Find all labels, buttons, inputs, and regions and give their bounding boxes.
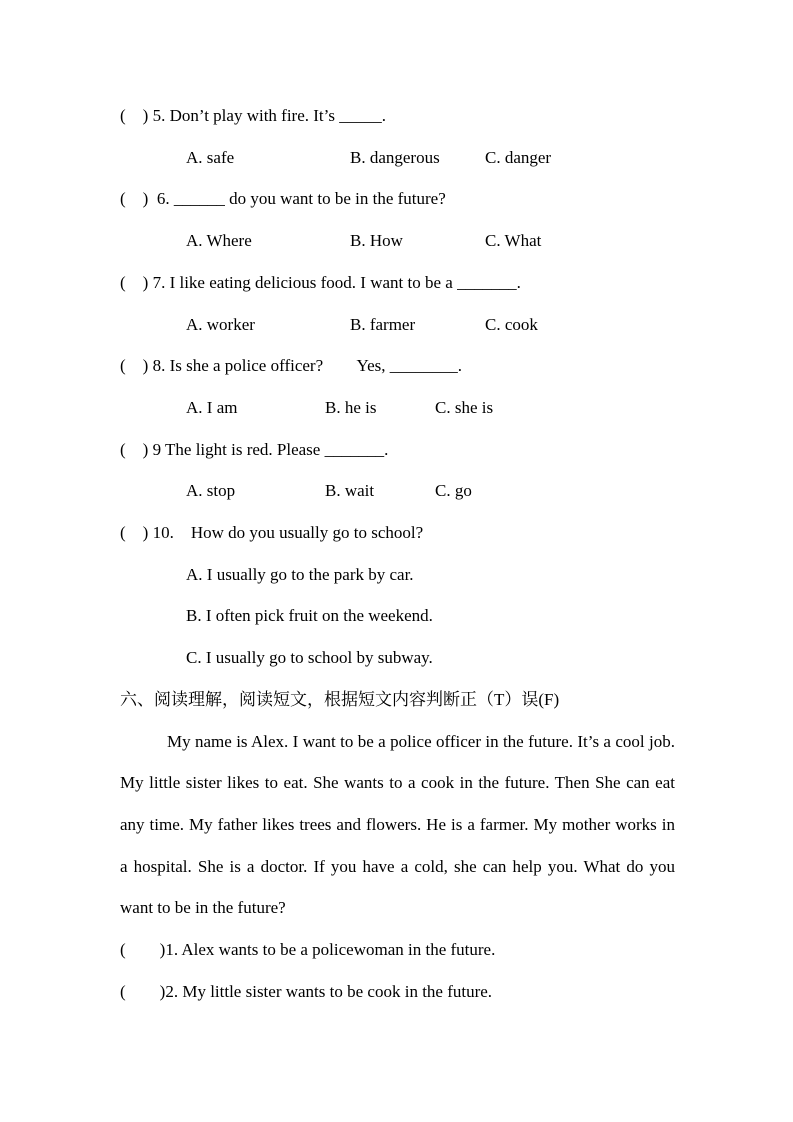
option-a: A. I usually go to the park by car. xyxy=(186,564,414,584)
tf-line xyxy=(120,929,675,971)
answer-bracket: ( ) xyxy=(120,356,153,376)
question-text: 8. Is she a police officer? Yes, ________. xyxy=(152,356,462,376)
option-a: A. I am xyxy=(186,397,238,417)
option-c: C. I usually go to school by subway. xyxy=(186,648,433,668)
option-a: A. worker xyxy=(186,314,255,334)
option-a: A. safe xyxy=(186,147,235,167)
true-false-item-2 xyxy=(120,971,675,1013)
option-a: A. stop xyxy=(186,481,236,501)
tf-line xyxy=(120,971,675,1013)
question-9 xyxy=(120,429,675,512)
question-stem-line xyxy=(120,178,675,220)
options-row xyxy=(120,470,675,512)
option-c: C. What xyxy=(485,231,542,251)
answer-bracket: ( ) xyxy=(120,189,153,209)
option-b: B. wait xyxy=(325,481,375,501)
question-stem-line xyxy=(120,429,675,471)
question-6 xyxy=(120,178,675,261)
question-text: 7. I like eating delicious food. I want to be a _______. xyxy=(152,272,521,292)
tf-statement: 1. Alex wants to be a policewoman in the future. xyxy=(165,940,496,960)
options-row xyxy=(120,220,675,262)
option-b: B. he is xyxy=(325,397,377,417)
option-b: B. dangerous xyxy=(350,147,440,167)
question-stem-line xyxy=(120,95,675,137)
answer-bracket: ( ) xyxy=(120,272,153,292)
options-row xyxy=(120,387,675,429)
option-b: B. How xyxy=(350,231,403,251)
option-c: C. cook xyxy=(485,314,538,334)
option-b: B. farmer xyxy=(350,314,416,334)
option-c: C. danger xyxy=(485,147,552,167)
options-row xyxy=(120,304,675,346)
reading-passage: My name is Alex. I want to be a police officer in the future. It’s a cool job. My little sister likes to eat. She wants to a cook in the future. Then She can eat any time. My father likes trees and flowers. He is a farmer. My mother works in a hospital. She is a doctor. If you have a cold, she can help you. What do you want to be in the future? xyxy=(120,731,675,918)
question-text: 10. How do you usually go to school? xyxy=(152,523,424,543)
question-text: 5. Don’t play with fire. It’s _____. xyxy=(152,106,386,125)
option-c: C. go xyxy=(435,481,472,501)
question-text: 9 The light is red. Please _______. xyxy=(152,439,389,459)
question-8 xyxy=(120,345,675,428)
question-stem-line xyxy=(120,345,675,387)
section-header: 六、阅读理解，阅读短文，根据短文内容判断正（T）误(F) xyxy=(120,689,560,709)
answer-bracket: ( ) xyxy=(120,106,153,125)
option-a: A. Where xyxy=(186,231,252,251)
question-10 xyxy=(120,512,675,679)
answer-bracket: ( ) xyxy=(120,940,166,960)
option-c: C. she is xyxy=(435,397,494,417)
answer-bracket: ( ) xyxy=(120,439,153,459)
tf-statement: 2. My little sister wants to be cook in the future. xyxy=(165,981,493,1001)
question-stem-line xyxy=(120,512,675,554)
question-text: 6. ______ do you want to be in the future? xyxy=(152,189,446,209)
question-stem-line xyxy=(120,262,675,304)
options-row xyxy=(120,137,675,179)
answer-bracket: ( ) xyxy=(120,981,166,1001)
question-5 xyxy=(120,95,675,178)
option-b: B. I often pick fruit on the weekend. xyxy=(186,606,433,626)
answer-bracket: ( ) xyxy=(120,523,153,543)
true-false-item-1 xyxy=(120,929,675,971)
question-7 xyxy=(120,262,675,345)
